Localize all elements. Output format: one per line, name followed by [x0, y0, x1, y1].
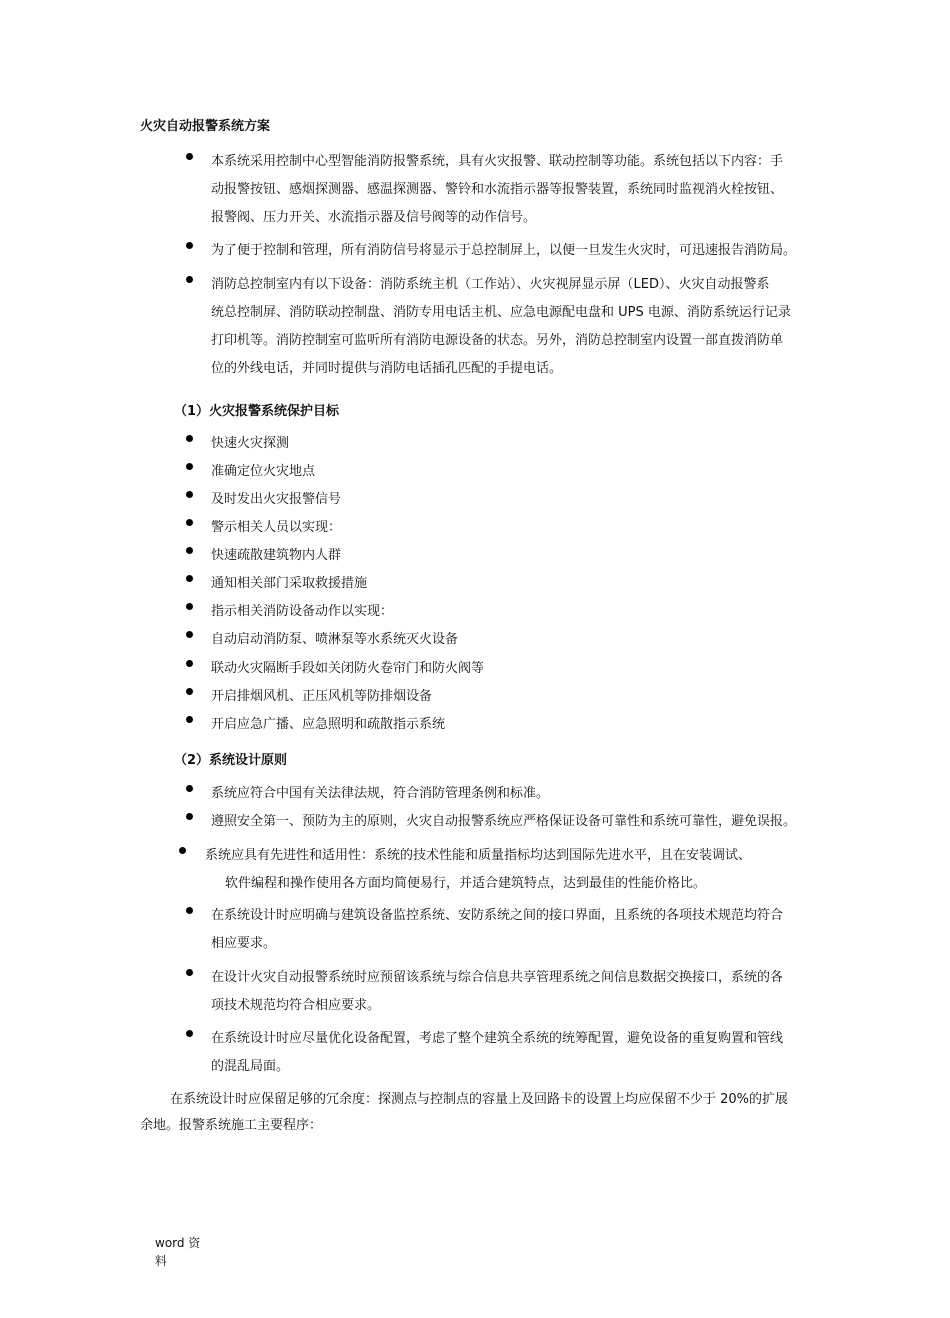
- bullet-dot-icon: [186, 1030, 193, 1037]
- bullet-dot-icon: [186, 547, 193, 554]
- bullet-dot-icon: [186, 660, 193, 667]
- bullet-dot-icon: [186, 575, 193, 582]
- document-page: 火灾自动报警系统方案 本系统采用控制中心型智能消防报警系统，具有火灾报警、联动控制等功能。系统包括以下内容：手 动报警按钮、感烟探测器、感温探测器、警铃和水流指示器等报警装置，系统同时监视消火栓按钮、 报警阀、压力开关、水流指示器及信号阀等的动作信号。 为了便于控制和管理，所有消防信号将显示于总控制屏上，以便一旦发生火灾时，可迅速报告消防局。 消防总控制室内有以下设备：消防系统主机（工作站）、火灾视屏显示屏（LED）、火灾自动报警系 统总控制屏、消防联动控制盘、消防专用电话主机、应急电源配电盘和 UPS 电源、消防系统运行记录 打印机等。消防控制室可监听所有消防电源设备的状态。另外，消防总控制室内设置一部直拨消防单 位的外线电话，并同时提供与消防电话插孔匹配的手提电话。 （1）火灾报警系统保护目标 快速火灾探测 准确定位火灾地点 及时发出火灾报警信号 警示相关人员以实现： 快速疏散建筑物内人群 通知相关部门采取救援措施 指示相关消防设备动作以实现： 自动启动消防泵、喷淋泵等水系统灭火设备 联动火灾隔断手段如关闭防火卷帘门和防火阀等 开启排烟风机、正压风机等防排烟设备 开启应急广播、应急照明和疏散指示系统 （2）系统设计原则 系统应符合中国有关法律法规，符合消防管理条例和标准。 遵照安全第一、预防为主的原则，火灾自动报警系统应严格保证设备可靠性和系统可靠性，避免误报。 系统应具有先进性和适用性：系统的技术性能和质量指标均达到国际先进水平，且在安装调试、 软件编程和操作使用各方面均简便易行，并适合建筑特点，达到最佳的性能价格比。 在系统设计时应明确与建筑设备监控系统、安防系统之间的接口界面，且系统的各项技术规范均符合 相应要求。 在设计火灾自动报警系统时应预留该系统与综合信息共享管理系统之间信息数据交换接口，系统的各 项技术规范均符合相应要求。 在系统设计时应尽量优化设备配置，考虑了整个建筑全系统的统筹配置，避免设备的重复购置和管线 的混乱局面。 在系统设计时应保留足够的冗余度：探测点与控制点的容量上及回路卡的设置上均应保留不少于 20%的扩展 余地。报警系统施工主要程序： word 资 料: [0, 0, 950, 1318]
- bullet-dot-icon: [186, 603, 193, 610]
- document-title: 火灾自动报警系统方案: [140, 119, 271, 134]
- bullet-dot-icon: [179, 847, 186, 854]
- page-footer: word 资 料: [155, 1236, 201, 1268]
- bullet-dot-icon: [186, 242, 193, 249]
- bullet-dot-icon: [186, 153, 193, 160]
- intro-bullet-text: 消防总控制室内有以下设备：消防系统主机（工作站）、火灾视屏显示屏（LED）、火灾自动报警系 统总控制屏、消防联动控制盘、消防专用电话主机、应急电源配电盘和 UPS 电源、消防系统运行记录 打印机等。消防控制室可监听所有消防电源设备的状态。另外，消防总控制室内设置一部直拨消防单 位的外线电话，并同时提供与消防电话插孔匹配的手提电话。: [211, 277, 791, 376]
- intro-bullet-text: 为了便于控制和管理，所有消防信号将显示于总控制屏上，以便一旦发生火灾时，可迅速报告消防局。: [211, 243, 797, 258]
- bullet-dot-icon: [186, 463, 193, 470]
- bullet-dot-icon: [186, 813, 193, 820]
- bullet-dot-icon: [186, 631, 193, 638]
- bullet-dot-icon: [186, 519, 193, 526]
- bullet-dot-icon: [186, 716, 193, 723]
- intro-bullet-text: 本系统采用控制中心型智能消防报警系统，具有火灾报警、联动控制等功能。系统包括以下内容：手 动报警按钮、感烟探测器、感温探测器、警铃和水流指示器等报警装置，系统同时监视消火栓按钮、 报警阀、压力开关、水流指示器及信号阀等的动作信号。: [211, 154, 784, 225]
- bullet-dot-icon: [186, 435, 193, 442]
- bullet-dot-icon: [186, 276, 193, 283]
- bullet-dot-icon: [186, 907, 193, 914]
- section1-heading: （1）火灾报警系统保护目标: [174, 404, 340, 419]
- section2-heading: （2）系统设计原则: [174, 753, 288, 768]
- closing-paragraph: 在系统设计时应保留足够的冗余度：探测点与控制点的容量上及回路卡的设置上均应保留不少于 20%的扩展 余地。报警系统施工主要程序：: [140, 1092, 789, 1133]
- bullet-dot-icon: [186, 491, 193, 498]
- bullet-dot-icon: [186, 785, 193, 792]
- bullet-dot-icon: [186, 969, 193, 976]
- bullet-dot-icon: [186, 688, 193, 695]
